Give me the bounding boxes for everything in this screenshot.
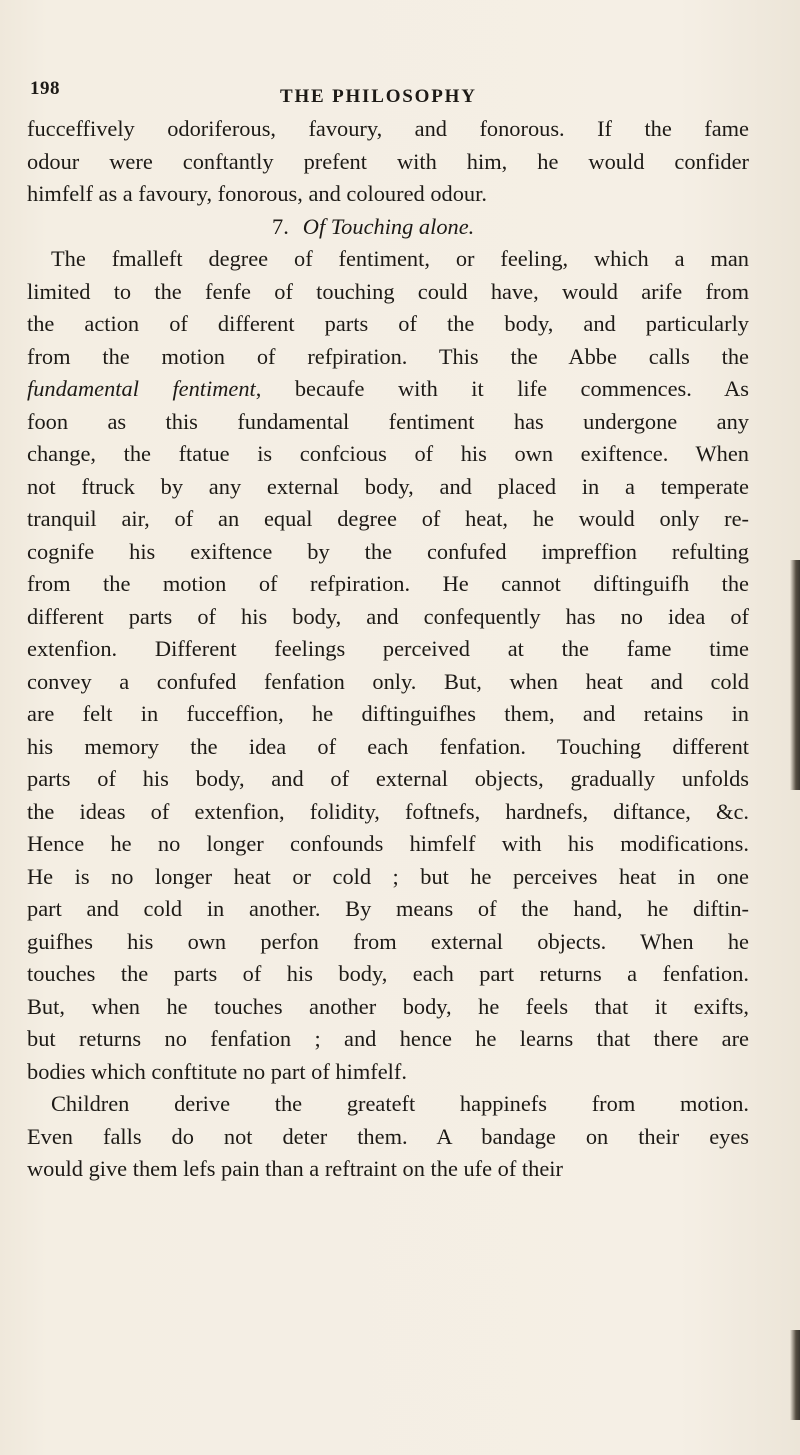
text-line: limited to the fenfe of touching could have, would arife from	[27, 278, 749, 304]
text-line: touches the parts of his body, each part returns a fenfation.	[27, 961, 749, 986]
text-line: extenfion. Different feelings perceived at the fame time	[27, 636, 749, 661]
section-heading	[27, 211, 749, 244]
text-line: would give them lefs pain than a reftraint on the ufe of their	[27, 1156, 563, 1181]
text-line: He is no longer heat or cold ; but he perceives heat in one	[27, 863, 749, 889]
text-line: part and cold in another. By means of the hand, he diftin-	[27, 896, 749, 921]
italic-term: fundamental fentiment	[27, 376, 256, 401]
text-line: guifhes his own perfon from external objects. When he	[27, 928, 749, 954]
text-line: odour were conftantly prefent with him, he would confider	[27, 148, 749, 174]
page-edge-shadow	[790, 560, 800, 790]
text-line: Children derive the greateft happinefs from motion.	[51, 1091, 749, 1116]
section-number: 7.	[272, 213, 289, 239]
text-line: not ftruck by any external body, and placed in a temperate	[27, 473, 749, 499]
text-line: the ideas of extenfion, folidity, foftnefs, hardnefs, diftance, &c.	[27, 798, 749, 824]
section-title: Of Touching alone.	[302, 213, 475, 239]
text-line: himfelf as a favoury, fonorous, and coloured odour.	[27, 181, 487, 206]
page-number: 198	[30, 78, 60, 99]
text-line: convey a confufed fenfation only. But, when heat and cold	[27, 668, 749, 694]
text-line: from the motion of refpiration. This the Abbe calls the	[27, 343, 749, 369]
text-line: different parts of his body, and confequently has no idea of	[27, 603, 749, 629]
text-line: parts of his body, and of external objects, gradually unfolds	[27, 766, 749, 791]
text-line: foon as this fundamental fentiment has undergone any	[27, 408, 749, 434]
text-line: cognife his exiftence by the confufed impreffion refulting	[27, 538, 749, 564]
running-head: THE PHILOSOPHY	[280, 86, 477, 107]
text-line: Hence he no longer confounds himfelf with his modifications.	[27, 831, 749, 856]
page-header	[30, 78, 730, 108]
text-line: his memory the idea of each fenfation. Touching different	[27, 733, 749, 759]
text-line: The fmalleft degree of fentiment, or feeling, which a man	[51, 246, 749, 271]
text-line: from the motion of refpiration. He cannot diftinguifh the	[27, 571, 749, 596]
text-line: fucceffively odoriferous, favoury, and fonorous. If the fame	[27, 116, 749, 141]
text-line: Even falls do not deter them. A bandage on their eyes	[27, 1123, 749, 1149]
text-run: , becaufe with it life commences. As	[255, 376, 749, 401]
page-edge-shadow-lower	[790, 1330, 800, 1420]
text-line-with-italic	[27, 373, 749, 406]
text-line: are felt in fucceffion, he diftinguifhes them, and retains in	[27, 701, 749, 726]
text-line: but returns no fenfation ; and hence he learns that there are	[27, 1026, 749, 1051]
text-line: tranquil air, of an equal degree of heat, he would only re-	[27, 506, 749, 531]
text-line: bodies which conftitute no part of himfelf.	[27, 1058, 407, 1084]
text-line: the action of different parts of the body, and particularly	[27, 311, 749, 336]
text-line: change, the ftatue is confcious of his own exiftence. When	[27, 441, 749, 466]
text-line: But, when he touches another body, he feels that it exifts,	[27, 993, 749, 1019]
body-text	[27, 113, 749, 1186]
